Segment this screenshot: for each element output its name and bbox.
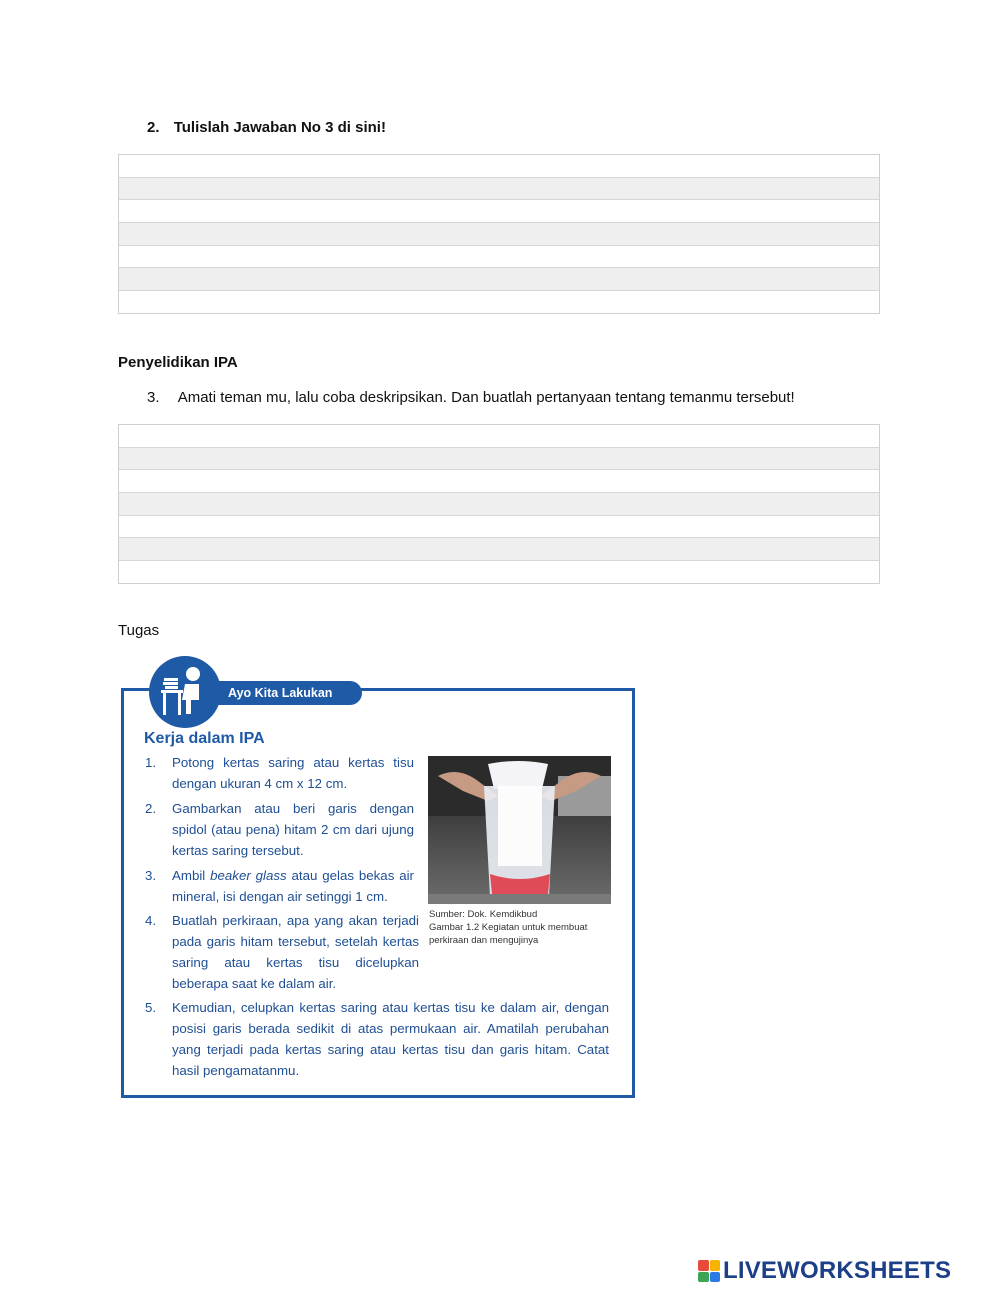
answer-line[interactable] [119, 155, 879, 178]
tugas-label: Tugas [118, 622, 160, 639]
answer-line[interactable] [119, 178, 879, 201]
step-number: 4. [145, 913, 157, 928]
task-card-badge: Ayo Kita Lakukan [200, 681, 362, 705]
question-3 [147, 389, 795, 406]
experiment-photo [428, 756, 611, 904]
step-number: 5. [145, 1000, 157, 1015]
step-text: Ambil beaker glass atau gelas bekas air mineral, isi dengan air setinggi 1 cm. [172, 868, 414, 904]
question-2-text: Tulislah Jawaban No 3 di sini! [173, 119, 386, 136]
student-desk-icon [149, 656, 221, 728]
caption-source: Sumber: Dok. Kemdikbud [429, 909, 538, 920]
question-3-text: Amati teman mu, lalu coba deskripsikan. Dan buatlah pertanyaan tentang temanmu tersebut! [177, 389, 795, 406]
answer-line[interactable] [119, 246, 879, 269]
caption-text: Gambar 1.2 Kegiatan untuk membuat perkiraan dan mengujinya [429, 922, 588, 946]
answer-line[interactable] [119, 200, 879, 223]
answer-line[interactable] [119, 516, 879, 539]
answer-box-question-2[interactable] [118, 154, 880, 314]
answer-line[interactable] [119, 538, 879, 561]
step-text: Kemudian, celupkan kertas saring atau kertas tisu ke dalam air, dengan posisi garis berada sedikit di atas permukaan air. Amatilah perubahan yang terjadi pada kertas saring atau kertas tisu dan garis hitam. Catat hasil pengamatanmu. [172, 1000, 609, 1078]
logo-text: LIVEWORKSHEETS [723, 1257, 952, 1284]
step-number: 3. [145, 868, 157, 883]
answer-line[interactable] [119, 223, 879, 246]
answer-box-question-3[interactable] [118, 424, 880, 584]
task-card-heading: Kerja dalam IPA [144, 730, 265, 747]
step-text: Buatlah perkiraan, apa yang akan terjadi pada garis hitam tersebut, setelah kertas saring atau kertas tisu dicelupkan beberapa saat ke dalam air. [172, 913, 419, 991]
liveworksheets-logo [698, 1257, 951, 1285]
step-number: 1. [145, 755, 157, 770]
question-2 [147, 119, 386, 136]
question-2-number: 2. [147, 119, 160, 136]
section-title: Penyelidikan IPA [118, 354, 238, 371]
photo-caption [429, 908, 619, 947]
step-text: Gambarkan atau beri garis dengan spidol (atau pena) hitam 2 cm dari ujung kertas saring tersebut. [172, 801, 414, 858]
answer-line[interactable] [119, 291, 879, 314]
answer-line[interactable] [119, 561, 879, 584]
answer-line[interactable] [119, 470, 879, 493]
answer-line[interactable] [119, 425, 879, 448]
answer-line[interactable] [119, 493, 879, 516]
logo-mark-icon [698, 1260, 720, 1282]
answer-line[interactable] [119, 268, 879, 291]
question-3-number: 3. [147, 389, 160, 406]
step-number: 2. [145, 801, 157, 816]
step-text: Potong kertas saring atau kertas tisu dengan ukuran 4 cm x 12 cm. [172, 755, 414, 791]
answer-line[interactable] [119, 448, 879, 471]
